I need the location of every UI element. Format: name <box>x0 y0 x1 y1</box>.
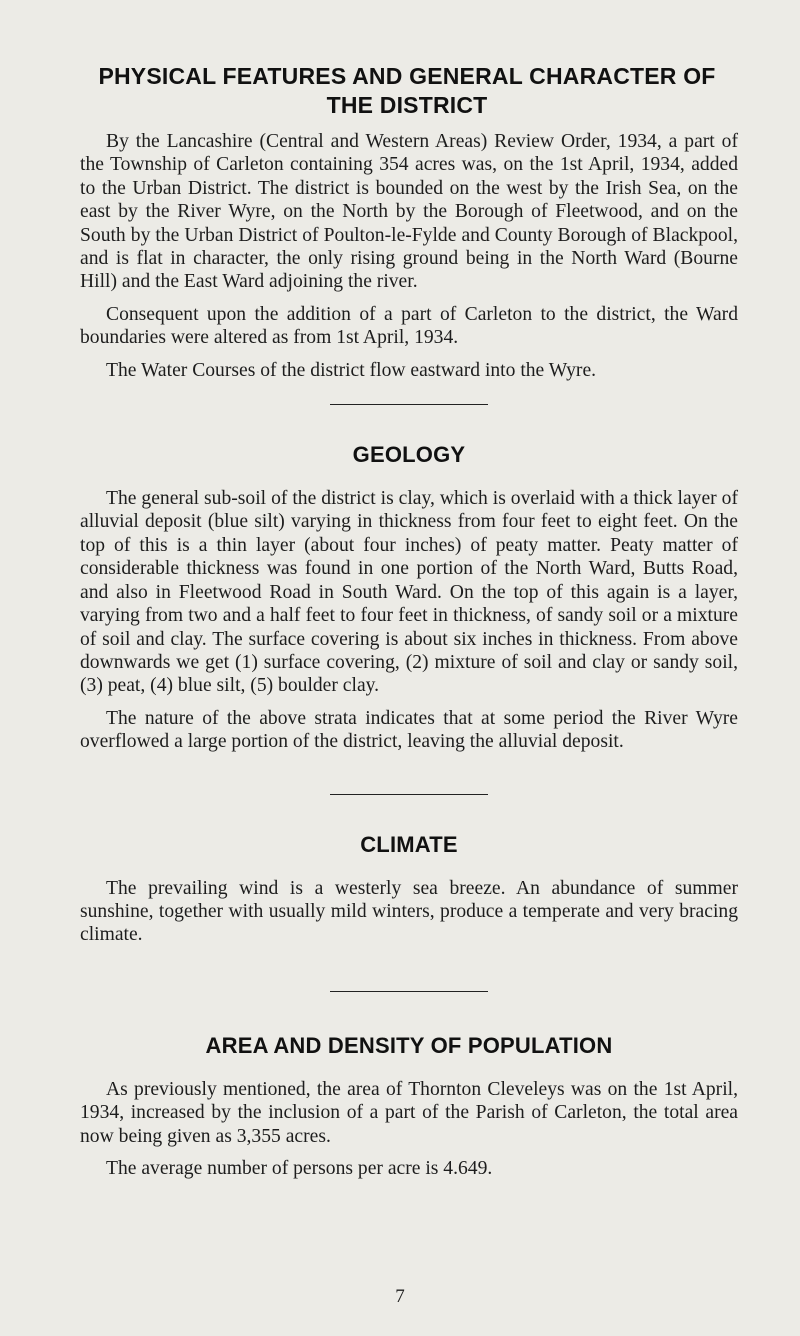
paragraph-review-order: By the Lancashire (Central and Western Areas) Review Order, 1934, a part of the Township of Carleton containing 354 acres was, on the 1st April, 1934, added to the Urban District. The district is bounded on the west by the Irish Sea, on the east by the River Wyre, on the North by the Borough of Fleetwood, and on the South by the Urban District of Poulton-le-Fylde and County Borough of Blackpool, and is flat in character, the only rising ground being in the North Ward (Bourne Hill) and the East Ward adjoining the river. <box>80 131 738 293</box>
paragraph-persons-per-acre: The average number of persons per acre is 4.649. <box>106 1157 493 1179</box>
section-heading-climate: CLIMATE <box>360 831 458 857</box>
section-heading-geology: GEOLOGY <box>352 442 466 468</box>
section-heading-area-density: AREA AND DENSITY OF POPULATION <box>205 1032 613 1058</box>
paragraph-sub-soil: The general sub-soil of the district is clay, which is overlaid with a thick layer of alluvial deposit (blue silt) varying in thickness from four feet to eight feet. On the top of this is a thin layer (about four inches) of peaty matter. Peaty matter of considerable thickness was found in one portion of the North Ward, Butts Road, and also in Fleetwood Road in South Ward. On the top of this again is a layer, varying from two and a half feet to four feet in thickness, of sandy soil or a mixture of soil and clay. The surface covering is about six inches in thickness. From above downwards we get (1) surface covering, (2) mixture of soil and clay or sandy soil, (3) peat, (4) blue silt, (5) boulder clay. <box>80 488 738 697</box>
section-heading-physical-features: PHYSICAL FEATURES AND GENERAL CHARACTER OF THE DISTRICT <box>98 63 716 118</box>
paragraph-ward-boundaries: Consequent upon the addition of a part of Carleton to the district, the Ward boundaries were altered as from 1st April, 1934. <box>80 303 738 349</box>
paragraph-water-courses: The Water Courses of the district flow eastward into the Wyre. <box>106 359 597 381</box>
paragraph-area: As previously mentioned, the area of Thornton Cleveleys was on the 1st April, 1934, increased by the inclusion of a part of the Parish of Carleton, the total area now being given as 3,355 acres. <box>80 1078 738 1147</box>
paragraph-climate: The prevailing wind is a westerly sea breeze. An abundance of summer sunshine, together with usually mild winters, produce a temperate and very bracing climate. <box>80 877 738 946</box>
page-number: 7 <box>395 1286 405 1307</box>
paragraph-strata: The nature of the above strata indicates that at some period the River Wyre overflowed a large portion of the district, leaving the alluvial deposit. <box>80 707 738 753</box>
